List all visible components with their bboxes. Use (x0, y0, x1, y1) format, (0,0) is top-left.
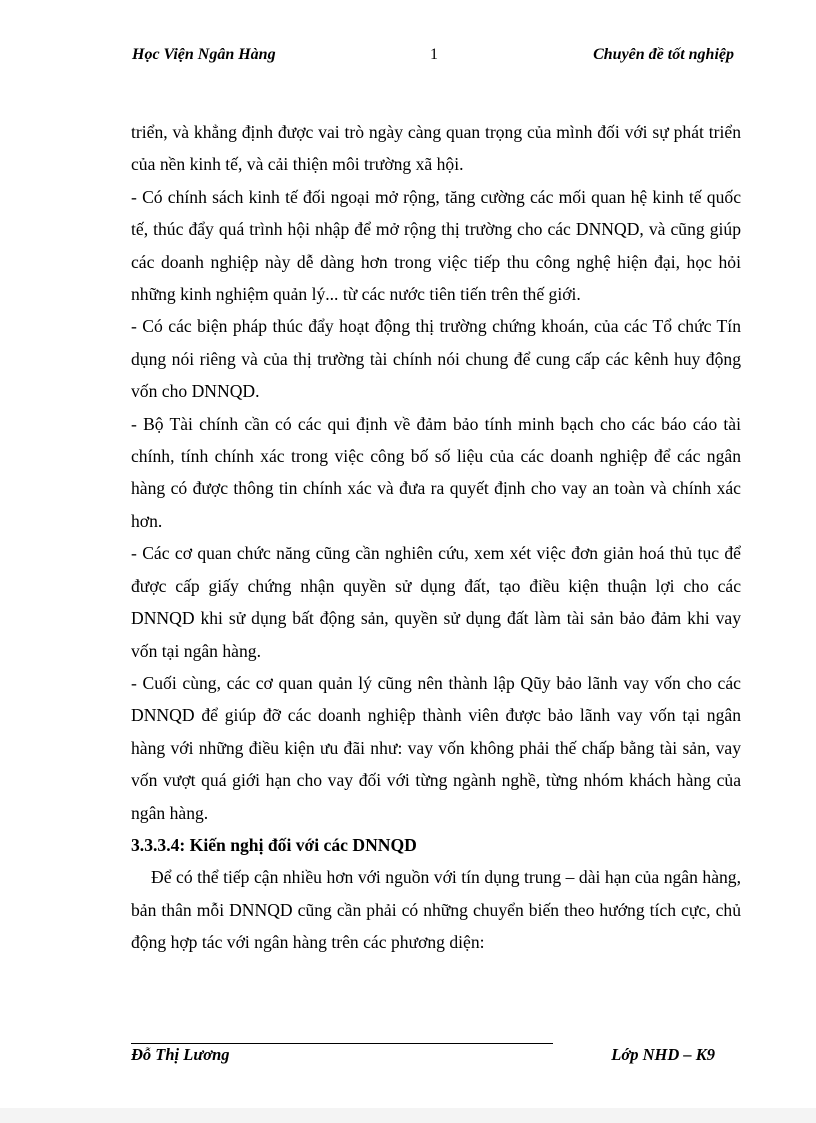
paragraph-5: - Các cơ quan chức năng cũng cần nghiên cứu, xem xét việc đơn giản hoá thủ tục để được cấp giấy chứng nhận quyền sử dụng đất, tạo điều kiện thuận lợi cho các DNNQD khi sử dụng bất động sản, quyền sử dụng đất làm tài sản bảo đảm khi vay vốn tại ngân hàng. (131, 543, 741, 661)
paragraph-4: - Bộ Tài chính cần có các qui định về đảm bảo tính minh bạch cho các báo cáo tài chính, tính chính xác trong việc công bố số liệu của các doanh nghiệp để các ngân hàng có được thông tin chính xác và đưa ra quyết định cho vay an toàn và chính xác hơn. (131, 413, 741, 531)
paragraph-6: - Cuối cùng, các cơ quan quản lý cũng nên thành lập Qũy bảo lãnh vay vốn cho các DNNQD để giúp đỡ các doanh nghiệp thành viên được bảo lãnh vay vốn tại ngân hàng với những điều kiện ưu đãi như: vay vốn không phải thế chấp bằng tài sản, vay vốn vượt quá giới hạn cho vay đối với từng ngành nghề, từng nhóm khách hàng của ngân hàng. (131, 672, 741, 823)
footer-class: Lớp NHD – K9 (611, 1045, 715, 1064)
section-heading: 3.3.3.4: Kiến nghị đối với các DNNQD (131, 834, 417, 855)
footer-divider (131, 1043, 553, 1044)
header-document-type: Chuyên đề tốt nghiệp (593, 46, 734, 63)
page-bottom-edge (0, 1108, 816, 1123)
paragraph-3: - Có các biện pháp thúc đẩy hoạt động thị trường chứng khoán, của các Tổ chức Tín dụng nói riêng và của thị trường tài chính nói chung để cung cấp các kênh huy động vốn cho DNNQD. (131, 316, 741, 402)
header-institution: Học Viện Ngân Hàng (132, 46, 276, 63)
header-page-number: 1 (430, 46, 438, 63)
page-header (132, 46, 734, 72)
footer-author: Đỗ Thị Lương (131, 1045, 230, 1064)
document-body (131, 116, 741, 959)
paragraph-7: Để có thể tiếp cận nhiều hơn với nguồn với tín dụng trung – dài hạn của ngân hàng, bản thân mỗi DNNQD cũng cần phải có những chuyển biến theo hướng tích cực, chủ động hợp tác với ngân hàng trên các phương diện: (131, 867, 741, 953)
paragraph-1: triển, và khẳng định được vai trò ngày càng quan trọng của mình đối với sự phát triển của nền kinh tế, và cải thiện môi trường xã hội. (131, 122, 741, 175)
paragraph-2: - Có chính sách kinh tế đối ngoại mở rộng, tăng cường các mối quan hệ kinh tế quốc tế, thúc đẩy quá trình hội nhập để mở rộng thị trường cho các DNNQD, và cũng giúp các doanh nghiệp này dễ dàng hơn trong việc tiếp thu công nghệ hiện đại, học hỏi những kinh nghiệm quản lý... từ các nước tiên tiến trên thế giới. (131, 186, 741, 305)
page-footer (131, 1045, 715, 1071)
